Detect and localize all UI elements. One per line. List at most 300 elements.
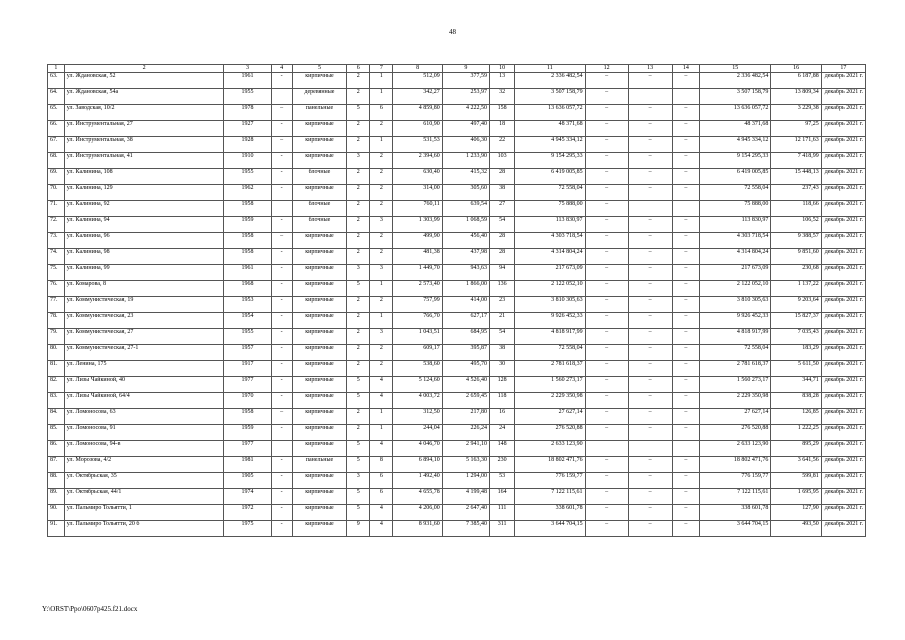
table-cell: 78. — [48, 313, 65, 329]
table-cell: 1 068,59 — [442, 217, 489, 233]
table-cell: 7 122 115,61 — [700, 489, 771, 505]
table-cell: 497,40 — [442, 121, 489, 137]
table-cell — [271, 89, 292, 105]
table-cell: 766,70 — [393, 313, 442, 329]
table-cell: 128 — [490, 377, 515, 393]
table-cell: 1972 — [224, 505, 271, 521]
table-cell: декабрь 2021 г. — [821, 329, 865, 345]
table-cell: – — [585, 105, 628, 121]
table-cell: 342,27 — [393, 89, 442, 105]
table-cell: – — [628, 121, 672, 137]
table-cell: 6 419 005,85 — [700, 169, 771, 185]
table-cell: деревянные — [292, 89, 347, 105]
table-cell: 7 385,40 — [442, 521, 489, 537]
table-cell: - — [271, 473, 292, 489]
table-cell: – — [672, 409, 699, 425]
table-cell: декабрь 2021 г. — [821, 185, 865, 201]
table-cell: 2 633 123,90 — [700, 441, 771, 457]
table-cell: 126,85 — [771, 409, 821, 425]
table-row — [48, 105, 866, 121]
table-cell: 495,70 — [442, 361, 489, 377]
table-cell: декабрь 2021 г. — [821, 281, 865, 297]
table-row — [48, 521, 866, 537]
table-cell: 9 388,57 — [771, 233, 821, 249]
table-cell: 27 — [490, 201, 515, 217]
table-cell: – — [672, 457, 699, 473]
table-cell: – — [585, 473, 628, 489]
table-cell: 9 — [347, 521, 370, 537]
table-cell: декабрь 2021 г. — [821, 345, 865, 361]
table-cell: – — [628, 409, 672, 425]
table-cell: 1 294,00 — [442, 473, 489, 489]
table-cell: 1975 — [224, 521, 271, 537]
table-cell: 3 507 158,79 — [700, 89, 771, 105]
table-cell: 2 — [347, 185, 370, 201]
table-cell: 2 — [347, 121, 370, 137]
table-cell: 27 627,14 — [515, 409, 585, 425]
table-cell: 66. — [48, 121, 65, 137]
table-cell: 53 — [490, 473, 515, 489]
table-row — [48, 345, 866, 361]
table-cell: ул. Калинина, 94 — [64, 217, 224, 233]
table-cell: 5 611,50 — [771, 361, 821, 377]
table-cell: 2 — [347, 233, 370, 249]
table-cell: – — [628, 105, 672, 121]
table-cell — [271, 201, 292, 217]
table-cell: 8 931,60 — [393, 521, 442, 537]
table-cell: 415,32 — [442, 169, 489, 185]
table-cell: 684,95 — [442, 329, 489, 345]
table-cell: 94 — [490, 265, 515, 281]
table-cell: 5 — [347, 457, 370, 473]
table-cell: декабрь 2021 г. — [821, 89, 865, 105]
table-cell: – — [585, 313, 628, 329]
table-cell: 81. — [48, 361, 65, 377]
table-cell: 2 781 618,37 — [700, 361, 771, 377]
table-cell: 89. — [48, 489, 65, 505]
table-cell: – — [628, 185, 672, 201]
table-row — [48, 313, 866, 329]
table-cell: - — [271, 377, 292, 393]
table-cell: декабрь 2021 г. — [821, 265, 865, 281]
table-cell: блочные — [292, 201, 347, 217]
table-cell: кирпичные — [292, 281, 347, 297]
table-row — [48, 361, 866, 377]
table-cell: 406,30 — [442, 137, 489, 153]
table-cell: 2 — [347, 249, 370, 265]
table-cell: 217,80 — [442, 409, 489, 425]
table-cell: – — [585, 489, 628, 505]
table-cell: 2 — [370, 249, 393, 265]
table-cell: - — [271, 457, 292, 473]
table-cell: 1 — [370, 425, 393, 441]
table-cell: – — [628, 233, 672, 249]
table-cell: – — [585, 281, 628, 297]
table-cell: - — [271, 217, 292, 233]
table-cell: кирпичные — [292, 329, 347, 345]
table-cell: 48 371,68 — [515, 121, 585, 137]
table-cell: 7 122 115,61 — [515, 489, 585, 505]
table-cell: 9 851,60 — [771, 249, 821, 265]
table-cell: – — [672, 265, 699, 281]
table-cell: 1962 — [224, 185, 271, 201]
table-cell: 75. — [48, 265, 65, 281]
table-cell: 28 — [490, 169, 515, 185]
column-header: 5 — [292, 65, 347, 73]
table-cell: – — [628, 73, 672, 89]
table-cell — [585, 441, 628, 457]
table-cell: кирпичные — [292, 185, 347, 201]
table-cell: ул. Калинина, 129 — [64, 185, 224, 201]
table-cell: 1955 — [224, 89, 271, 105]
table-cell: ул. Инструментальная, 41 — [64, 153, 224, 169]
table-cell: – — [585, 137, 628, 153]
table-cell: – — [628, 217, 672, 233]
table-cell: – — [672, 361, 699, 377]
table-cell: 2 336 482,54 — [700, 73, 771, 89]
table-cell: 3 810 305,63 — [515, 297, 585, 313]
table-cell: – — [628, 137, 672, 153]
table-cell: 12 171,63 — [771, 137, 821, 153]
column-header: 4 — [271, 65, 292, 73]
table-cell: – — [585, 73, 628, 89]
table-cell: 838,28 — [771, 393, 821, 409]
table-cell: ул. Октябрьская, 35 — [64, 473, 224, 489]
table-cell: кирпичные — [292, 313, 347, 329]
table-cell: – — [672, 345, 699, 361]
table-cell: 7 418,99 — [771, 153, 821, 169]
table-cell: – — [628, 393, 672, 409]
table-cell: 610,90 — [393, 121, 442, 137]
table-cell: 1959 — [224, 217, 271, 233]
table-cell: ул. Калинина, 96 — [64, 233, 224, 249]
table-cell: 512,09 — [393, 73, 442, 89]
table-cell: – — [628, 329, 672, 345]
table-cell: 1 303,99 — [393, 217, 442, 233]
table-cell: 87. — [48, 457, 65, 473]
table-cell: 499,90 — [393, 233, 442, 249]
table-cell: – — [628, 313, 672, 329]
table-cell: – — [672, 313, 699, 329]
table-cell: 1 — [370, 313, 393, 329]
table-cell: – — [628, 249, 672, 265]
table-cell: – — [585, 121, 628, 137]
table-cell: 28 — [490, 249, 515, 265]
table-cell: ул. Коммунистическая, 19 — [64, 297, 224, 313]
table-cell: 3 507 158,79 — [515, 89, 585, 105]
table-cell: 4 — [370, 521, 393, 537]
table-cell: 84. — [48, 409, 65, 425]
table-cell: 456,40 — [442, 233, 489, 249]
table-cell: 30 — [490, 361, 515, 377]
table-cell: 9 926 452,33 — [700, 313, 771, 329]
table-cell: 609,17 — [393, 345, 442, 361]
table-cell: ул. Коммунистическая, 23 — [64, 313, 224, 329]
table-row — [48, 121, 866, 137]
table-cell: 531,53 — [393, 137, 442, 153]
table-cell: 6 187,88 — [771, 73, 821, 89]
table-cell: – — [672, 217, 699, 233]
table-cell: 2 — [347, 137, 370, 153]
table-cell: 148 — [490, 441, 515, 457]
table-cell: – — [585, 361, 628, 377]
table-cell: – — [628, 169, 672, 185]
file-path-footer: Y:\ORST\Ppo\0607p425.f21.docx — [42, 605, 138, 613]
table-cell: – — [271, 233, 292, 249]
table-cell: 23 — [490, 297, 515, 313]
table-cell: – — [585, 409, 628, 425]
table-cell: – — [585, 329, 628, 345]
table-cell: 1961 — [224, 265, 271, 281]
table-cell: декабрь 2021 г. — [821, 217, 865, 233]
table-cell: – — [628, 297, 672, 313]
table-cell: 1 — [370, 73, 393, 89]
table-cell: 103 — [490, 153, 515, 169]
table-cell: 1905 — [224, 473, 271, 489]
table-row — [48, 217, 866, 233]
table-cell — [628, 201, 672, 217]
table-cell: 437,98 — [442, 249, 489, 265]
table-cell: 776 159,77 — [515, 473, 585, 489]
table-cell: 5 — [347, 393, 370, 409]
table-cell: 2 — [370, 233, 393, 249]
table-cell: 2 — [347, 313, 370, 329]
table-cell: декабрь 2021 г. — [821, 233, 865, 249]
table-cell: – — [628, 281, 672, 297]
table-cell: – — [672, 169, 699, 185]
table-cell: 18 802 471,76 — [515, 457, 585, 473]
table-cell: панельные — [292, 457, 347, 473]
table-cell: – — [271, 105, 292, 121]
table-cell: ул. Октябрьская, 44/1 — [64, 489, 224, 505]
table-cell: 4 945 334,12 — [700, 137, 771, 153]
column-header: 15 — [700, 65, 771, 73]
table-cell: 1958 — [224, 249, 271, 265]
table-cell: – — [585, 345, 628, 361]
table-cell: ул. Комарова, 8 — [64, 281, 224, 297]
table-cell: 1910 — [224, 153, 271, 169]
table-cell: 311 — [490, 521, 515, 537]
table-cell: 2 — [347, 329, 370, 345]
table-cell: 237,43 — [771, 185, 821, 201]
table-cell: ул. Ленина, 175 — [64, 361, 224, 377]
table-cell: 377,59 — [442, 73, 489, 89]
table-cell: 2 — [347, 89, 370, 105]
table-cell: ул. Лизы Чайкиной, 64/4 — [64, 393, 224, 409]
table-cell: кирпичные — [292, 345, 347, 361]
table-cell: 1955 — [224, 329, 271, 345]
table-cell: 113 830,97 — [700, 217, 771, 233]
table-cell: 5 — [347, 489, 370, 505]
table-cell: 65. — [48, 105, 65, 121]
table-cell: 28 — [490, 233, 515, 249]
table-cell: 24 — [490, 425, 515, 441]
table-cell: 72 558,04 — [515, 345, 585, 361]
table-cell: – — [672, 105, 699, 121]
table-cell: 2 — [370, 153, 393, 169]
table-cell: 69. — [48, 169, 65, 185]
table-cell: кирпичные — [292, 361, 347, 377]
table-cell: 90. — [48, 505, 65, 521]
table-cell: – — [672, 121, 699, 137]
table-cell: 22 — [490, 137, 515, 153]
table-cell: 217 673,09 — [700, 265, 771, 281]
column-header: 17 — [821, 65, 865, 73]
table-cell: – — [672, 425, 699, 441]
table-cell: декабрь 2021 г. — [821, 169, 865, 185]
table-cell: 38 — [490, 185, 515, 201]
table-cell: 1955 — [224, 169, 271, 185]
table-cell: ул. Ломоносова, 94-в — [64, 441, 224, 457]
table-cell: кирпичные — [292, 425, 347, 441]
table-cell: 5 — [347, 441, 370, 457]
table-cell: – — [585, 153, 628, 169]
table-cell: 48 371,68 — [700, 121, 771, 137]
table-cell: декабрь 2021 г. — [821, 297, 865, 313]
table-row — [48, 409, 866, 425]
table-cell: 2 — [370, 297, 393, 313]
table-cell: 72 558,04 — [515, 185, 585, 201]
table-cell: 38 — [490, 345, 515, 361]
table-cell: 5 — [347, 105, 370, 121]
table-cell: - — [271, 281, 292, 297]
table-cell: ул. Калинина, 99 — [64, 265, 224, 281]
table-cell: 943,63 — [442, 265, 489, 281]
table-row — [48, 377, 866, 393]
table-cell: 13 — [490, 73, 515, 89]
table-cell: 314,00 — [393, 185, 442, 201]
table-cell: – — [585, 457, 628, 473]
table-cell: 3 — [370, 265, 393, 281]
table-cell: 2 647,40 — [442, 505, 489, 521]
table-cell: 1958 — [224, 409, 271, 425]
table-cell: – — [628, 425, 672, 441]
table-cell: - — [271, 521, 292, 537]
table-cell: 1981 — [224, 457, 271, 473]
table-cell: 1977 — [224, 441, 271, 457]
table-cell: ул. Заводская, 10/2 — [64, 105, 224, 121]
table-cell: ул. Коммунистическая, 27-1 — [64, 345, 224, 361]
table-cell: 106,52 — [771, 217, 821, 233]
table-cell: кирпичные — [292, 297, 347, 313]
table-cell: – — [585, 425, 628, 441]
table-row — [48, 329, 866, 345]
table-cell: – — [672, 185, 699, 201]
table-cell: 1 — [370, 409, 393, 425]
table-cell: - — [271, 153, 292, 169]
table-cell: декабрь 2021 г. — [821, 361, 865, 377]
table-cell: 164 — [490, 489, 515, 505]
table-cell: 21 — [490, 313, 515, 329]
table-cell: 2 633 123,90 — [515, 441, 585, 457]
table-cell: 2 — [347, 201, 370, 217]
table-cell: – — [672, 377, 699, 393]
table-cell: 9 154 295,33 — [515, 153, 585, 169]
table-cell: 118,66 — [771, 201, 821, 217]
table-cell: 1 — [370, 137, 393, 153]
table-cell: - — [271, 329, 292, 345]
table-cell: 7 035,43 — [771, 329, 821, 345]
table-cell: - — [271, 185, 292, 201]
table-cell: 760,11 — [393, 201, 442, 217]
table-cell: 538,60 — [393, 361, 442, 377]
table-cell: ул. Инструментальная, 27 — [64, 121, 224, 137]
table-cell: 481,38 — [393, 249, 442, 265]
table-cell: – — [628, 377, 672, 393]
table-cell: 4 314 804,24 — [515, 249, 585, 265]
table-cell: – — [585, 233, 628, 249]
table-cell: 3 229,38 — [771, 105, 821, 121]
table-cell: 2 — [347, 169, 370, 185]
table-row — [48, 457, 866, 473]
table-cell: 2 394,60 — [393, 153, 442, 169]
table-cell: – — [271, 137, 292, 153]
table-row — [48, 505, 866, 521]
table-cell: - — [271, 169, 292, 185]
table-cell: 4 199,48 — [442, 489, 489, 505]
table-cell: 54 — [490, 217, 515, 233]
table-cell: ул. Коммунистическая, 27 — [64, 329, 224, 345]
table-cell: 3 — [370, 329, 393, 345]
table-row — [48, 73, 866, 89]
column-header: 10 — [490, 65, 515, 73]
table-cell: 4 — [370, 393, 393, 409]
table-cell: ул. Ждановская, 54а — [64, 89, 224, 105]
table-cell: 63. — [48, 73, 65, 89]
table-cell: - — [271, 73, 292, 89]
table-cell: 2 659,45 — [442, 393, 489, 409]
table-cell: декабрь 2021 г. — [821, 409, 865, 425]
table-cell: кирпичные — [292, 233, 347, 249]
table-cell: 86. — [48, 441, 65, 457]
table-cell: 83. — [48, 393, 65, 409]
column-header: 14 — [672, 65, 699, 73]
table-cell: 75 888,00 — [700, 201, 771, 217]
table-cell: 4 314 804,24 — [700, 249, 771, 265]
table-row — [48, 489, 866, 505]
table-cell: – — [585, 265, 628, 281]
table-cell: 253,97 — [442, 89, 489, 105]
table-cell: – — [628, 489, 672, 505]
table-cell: 4 — [370, 441, 393, 457]
table-cell: 72 558,04 — [700, 345, 771, 361]
table-cell: 230 — [490, 457, 515, 473]
table-cell: 4 945 334,12 — [515, 137, 585, 153]
table-cell: – — [672, 137, 699, 153]
table-cell — [628, 441, 672, 457]
table-cell: - — [271, 265, 292, 281]
table-cell: - — [271, 393, 292, 409]
table-cell: 85. — [48, 425, 65, 441]
table-cell: 2 573,40 — [393, 281, 442, 297]
column-header: 12 — [585, 65, 628, 73]
table-cell: декабрь 2021 г. — [821, 121, 865, 137]
table-row — [48, 473, 866, 489]
table-cell: 2 — [370, 121, 393, 137]
table-cell: кирпичные — [292, 473, 347, 489]
table-cell: кирпичные — [292, 393, 347, 409]
table-cell: 9 154 295,33 — [700, 153, 771, 169]
table-cell: 1954 — [224, 313, 271, 329]
table-cell: - — [271, 489, 292, 505]
table-cell: 2 — [347, 297, 370, 313]
table-cell: 276 520,88 — [700, 425, 771, 441]
table-cell: 74. — [48, 249, 65, 265]
table-cell: 5 — [347, 377, 370, 393]
table-cell — [628, 89, 672, 105]
table-cell: 2 — [347, 409, 370, 425]
table-cell: 72 558,04 — [700, 185, 771, 201]
